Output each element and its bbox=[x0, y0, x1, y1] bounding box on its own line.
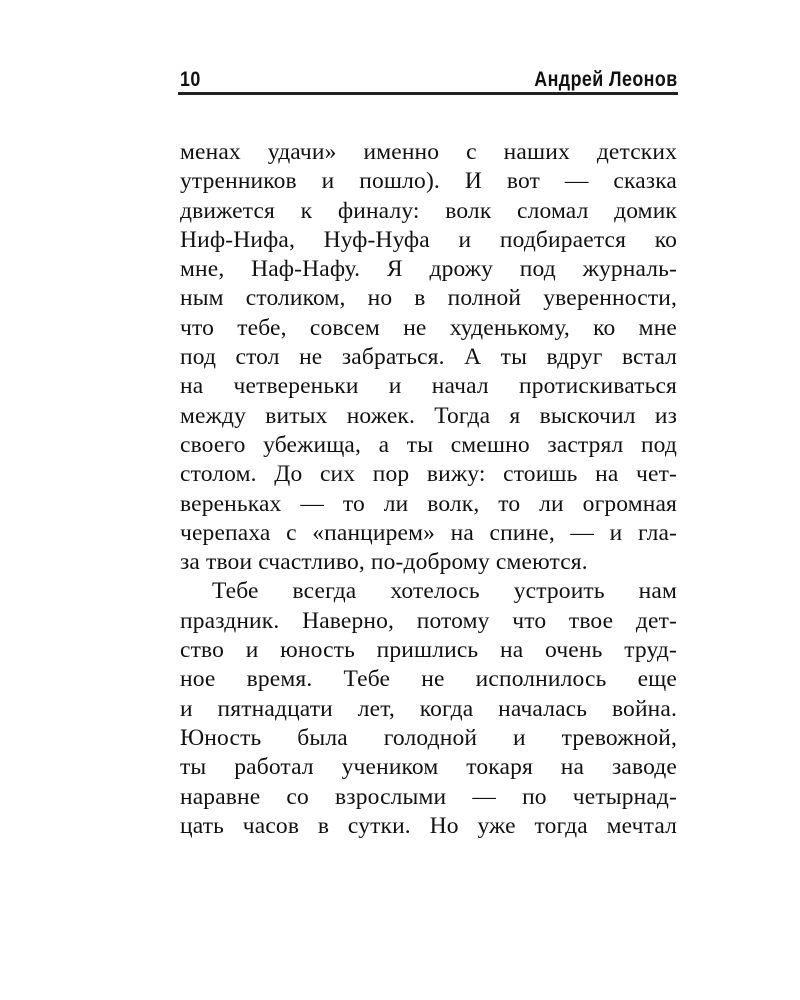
text-line: ство и юность пришлись на очень труд- bbox=[180, 637, 677, 664]
text-line: мне, Наф-Нафу. Я дрожу под журналь- bbox=[180, 256, 677, 283]
text-line: что тебе, совсем не худенькому, ко мне bbox=[180, 314, 677, 341]
text-line: Ниф-Нифа, Нуф-Нуфа и подбирается ко bbox=[180, 226, 677, 253]
text-line: под стол не забраться. А ты вдруг встал bbox=[180, 344, 677, 371]
text-line: своего убежища, а ты смешно застрял под bbox=[180, 431, 677, 458]
text-line: цать часов в сутки. Но уже тогда мечтал bbox=[180, 812, 677, 839]
text-line: Тебе всегда хотелось устроить нам bbox=[212, 578, 677, 605]
text-line: ное время. Тебе не исполнилось еще bbox=[180, 666, 677, 693]
text-line: ным столиком, но в полной уверенности, bbox=[180, 285, 677, 312]
text-line: столом. До сих пор вижу: стоишь на чет- bbox=[180, 461, 677, 488]
text-line: и пятнадцати лет, когда началась война. bbox=[180, 695, 677, 722]
text-line: черепаха с «панцирем» на спине, — и гла- bbox=[180, 519, 677, 546]
author-name: Андрей Леонов bbox=[534, 68, 678, 91]
header-rule bbox=[178, 92, 678, 95]
text-line: наравне со взрослыми — по четырнад- bbox=[180, 783, 677, 810]
text-line: вереньках — то ли волк, то ли огромная bbox=[180, 490, 677, 517]
paragraph bbox=[180, 577, 677, 841]
text-line: за твои счастливо, по-доброму смеются. bbox=[180, 549, 588, 576]
text-line: менах удачи» именно с наших детских bbox=[180, 139, 677, 165]
text-line: между витых ножек. Тогда я выскочил из bbox=[180, 402, 677, 429]
body-text bbox=[180, 138, 677, 841]
text-line: праздник. Наверно, потому что твое дет- bbox=[180, 607, 677, 634]
text-line: движется к финалу: волк сломал домик bbox=[180, 197, 677, 224]
paragraph bbox=[180, 138, 677, 577]
text-line: утренников и пошло). И вот — сказка bbox=[180, 168, 677, 195]
page-number: 10 bbox=[180, 68, 201, 91]
text-line: ты работал учеником токаря на заводе bbox=[180, 754, 677, 781]
text-line: на четвереньки и начал протискиваться bbox=[180, 373, 677, 400]
running-header bbox=[178, 62, 678, 96]
text-line: Юность была голодной и тревожной, bbox=[180, 724, 677, 751]
